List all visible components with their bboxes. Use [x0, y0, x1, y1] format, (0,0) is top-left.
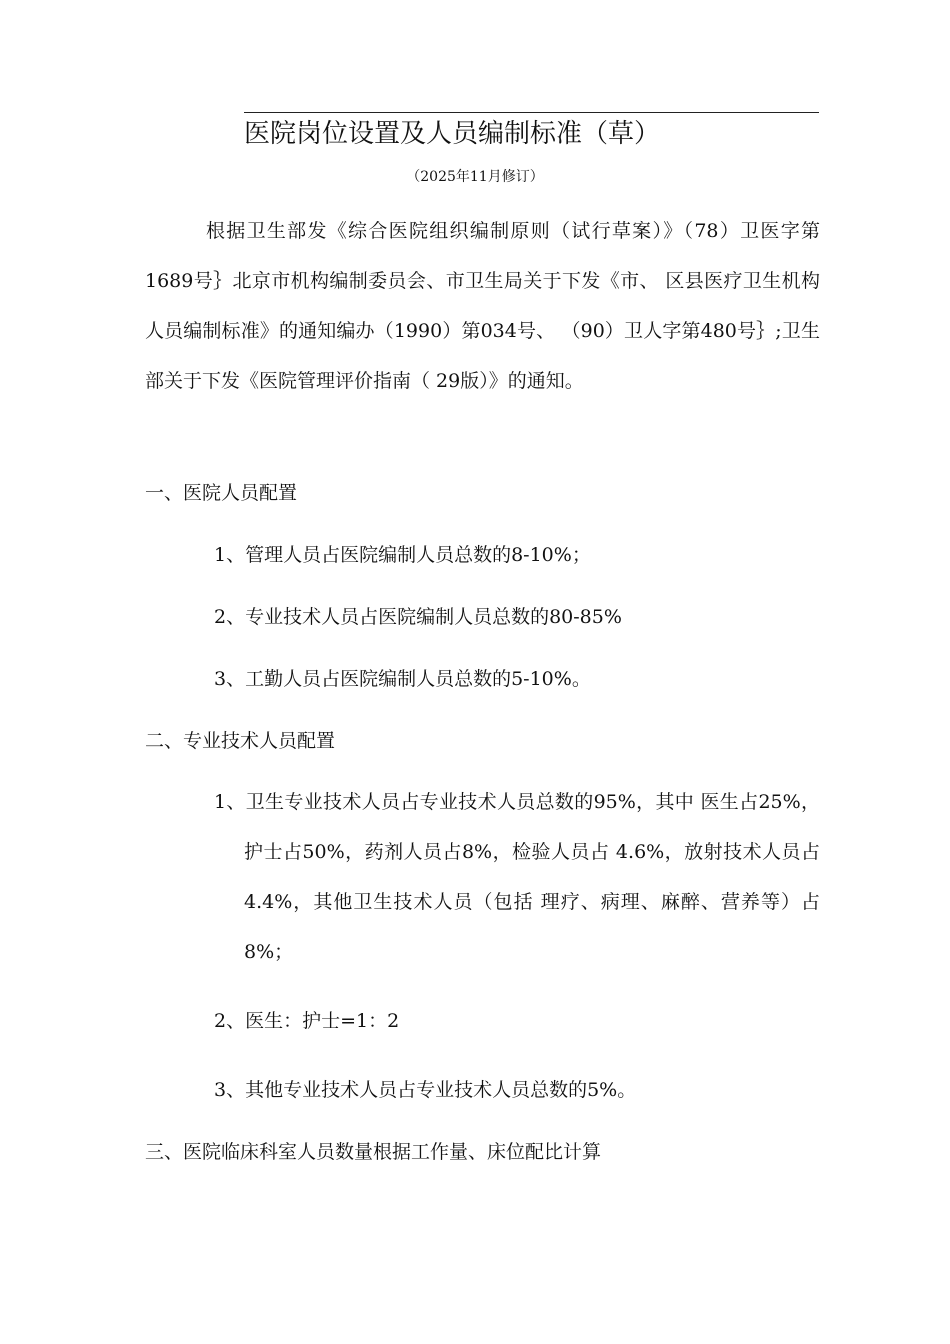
section-item: 2、专业技术人员占医院编制人员总数的80-85% — [214, 606, 622, 628]
section-item: 3、工勤人员占医院编制人员总数的5-10%。 — [214, 668, 591, 690]
section-item: 1、卫生专业技术人员占专业技术人员总数的95%，其中 医生占25%，护士占50%，药剂人员占8%，检验人员占 4.6%，放射技术人员占4.4%，其他卫生技术人员（包括 理疗、病理、麻醉、营养等）占8%； — [214, 791, 820, 963]
section-item: 1、管理人员占医院编制人员总数的8-10%； — [214, 544, 591, 566]
intro-paragraph: 根据卫生部发《综合医院组织编制原则（试行草案）》（78）卫医字第1689号｝北京市机构编制委员会、市卫生局关于下发《市、 区县医疗卫生机构人员编制标准》的通知编办（1990）第034号、 （90）卫人字第480号｝;卫生部关于下发《医院管理评价指南（ 29版）》的通知。 — [145, 220, 820, 392]
document-title: 医院岗位设置及人员编制标准（草） — [244, 119, 661, 149]
section-heading-clinical: 三、医院临床科室人员数量根据工作量、床位配比计算 — [145, 1141, 602, 1163]
title-rule — [244, 112, 819, 113]
section-item: 2、医生：护士=1：2 — [214, 1010, 400, 1032]
section-heading-personnel: 一、医院人员配置 — [145, 482, 298, 504]
section-item: 3、其他专业技术人员占专业技术人员总数的5%。 — [214, 1079, 637, 1101]
section-heading-technical: 二、专业技术人员配置 — [145, 730, 336, 752]
revision-note: （2025年11月修订） — [406, 169, 544, 185]
